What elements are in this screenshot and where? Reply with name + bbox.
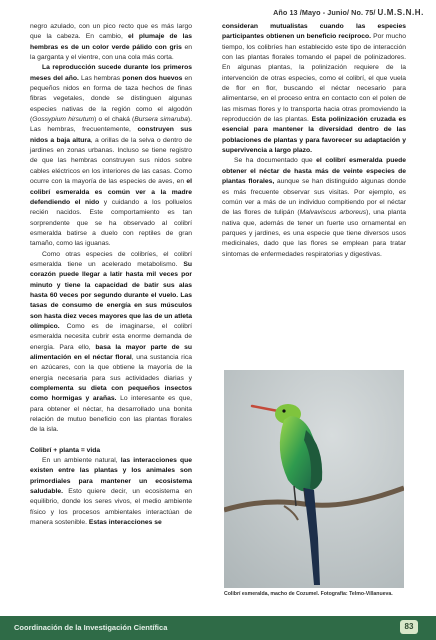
university-logo: U.M.S.N.H.: [377, 8, 424, 17]
subheading: Colibrí + planta = vida: [30, 446, 101, 454]
issue-label: Año 13 /Mayo - Junio/ No. 75/: [273, 8, 376, 17]
paragraph: negro azulado, con un pico recto que es más largo que la cabeza. En cambio, el plumaje de las hembras es de un color verde pálido con gris en la garganta y el vientre, con una cola más corta.: [30, 23, 192, 62]
paragraph: consideran mutualistas cuando las especies participantes obtienen un beneficio recíproco. Por mucho tiempo, los colibríes han establecido este tipo de interacción con las plantas florales tomando el papel de polinizadores. En algunas plantas, la polinización requiere de la intervención de otras especies, como el colibrí, el que vuela de flor en flor, buscando el néctar necesario para alimentarse, en el proceso entra en contacto con el polen de las mismas flores y lo transporta hacia otras promoviendo la reproducción de las plantas. Esta polinización cruzada es esencial para mantener la diversidad dentro de las poblaciones de plantas y para favorecer su adaptación y supervivencia a largo plazo.: [222, 23, 407, 155]
paragraph: En un ambiente natural, las interacciones que existen entre las plantas y los animales son primordiales para mantener un ecosistema saludable. Esto quiere decir, un ecosistema en equilibrio, donde los seres vivos, el medio ambiente físico y los procesos ambientales interactúan de manera sostenible. Estas interacciones se: [30, 457, 192, 527]
hummingbird-photo: [224, 370, 404, 588]
right-column: [222, 22, 406, 260]
hummingbird-illustration: [224, 370, 404, 588]
footer-text: Coordinación de la Investigación Científica: [14, 623, 168, 632]
paragraph: La reproducción sucede durante los primeros meses del año. Las hembras ponen dos huevos en pequeños nidos en forma de taza hechos de finas fibras vegetales, donde se distinguen algunas especies nativas de la región como el algodón (Gossypium hirsutum) o el chaká (Bursera simaruba). Las hembras, frecuentemente, construyen sus nidos a baja altura, a orillas de la selva o dentro de jardines en zonas urbanas. Incluso se tiene registro de que las hembras construyen sus nidos sobre cables eléctricos en los interiores de las casas. Como ocurre con la mayoría de las especies de aves, en el colibrí esmeralda es común ver a la madre defendiendo el nido y cuidando a los polluelos recién nacidos. Este comportamiento es tan sorprendente que se ha observado al colibrí esmeralda batirse a duelo con reptiles de gran tamaño, como las iguanas.: [30, 64, 192, 248]
issue-header: [273, 8, 424, 17]
paragraph: Como otras especies de colibríes, el colibrí esmeralda tiene un acelerado metabolismo. Su corazón puede llegar a latir hasta mil veces por minuto y tiene la capacidad de batir sus alas hasta 60 veces por segundo durante el vuelo. Las tasas de consumo de energía en sus músculos son hasta diez veces mayores que las de un atleta olímpico. Como es de imaginarse, el colibrí esmeralda necesita cubrir esta enorme demanda de energía. Para ello, basa la mayor parte de su alimentación en el néctar floral, una sustancia rica en azúcares, con la que obtiene la mayoría de la energía necesaria para sus actividades diarias y complementa su dieta con pequeños insectos como hormigas y arañas. Lo interesante es que, para obtener el néctar, ha desarrollado una bonita relación de mutuo beneficio con las plantas florales de la isla.: [30, 250, 192, 434]
photo-caption: Colibrí esmeralda, macho de Cozumel. Fotografía: Telmo-Villanueva.: [224, 591, 393, 597]
page-number: 83: [400, 620, 418, 634]
page-footer: [0, 616, 436, 640]
left-column: [30, 22, 192, 529]
paragraph: Se ha documentado que el colibrí esmeralda puede obtener el néctar de hasta más de veinte especies de plantas florales, aunque se han distinguido algunas donde es más frecuente observar sus visitas. Por ejemplo, es común ver a más de un individuo compitiendo por el néctar de las flores de tulipán (Malvaviscus arboreus), una planta nativa que, además de tener un fuerte uso ornamental en parques y jardines, es una especie que tiene diversos usos medicinales, dado que las flores se emplean para tratar síntomas de enfermedades respiratorias y digestivas.: [222, 157, 406, 258]
